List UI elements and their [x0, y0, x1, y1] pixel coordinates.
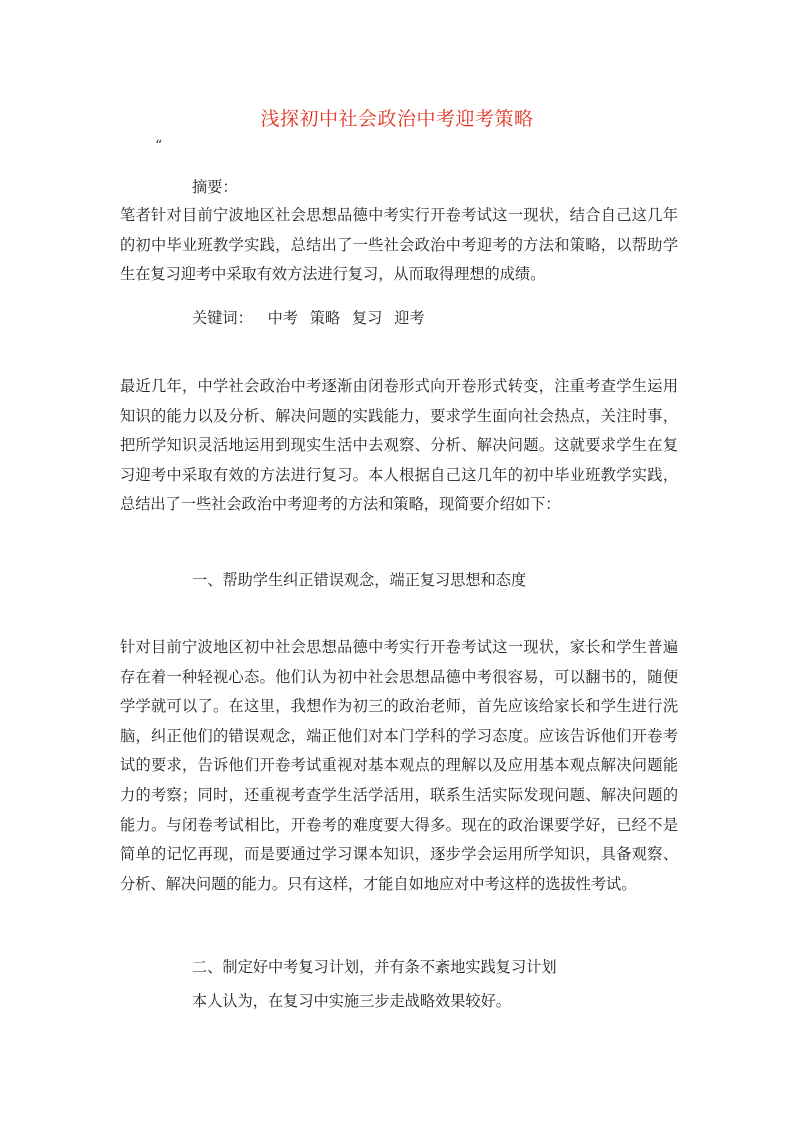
keywords-line — [192, 307, 432, 328]
section-heading-1: 一、帮助学生纠正错误观念，端正复习思想和态度 — [192, 571, 527, 589]
quote-mark: “ — [155, 138, 163, 154]
abstract-label: 摘要： — [192, 178, 238, 196]
keyword: 复习 — [351, 309, 383, 327]
keyword: 中考 — [267, 309, 298, 327]
section2-line: 本人认为，在复习中实施三步走战略效果较好。 — [192, 992, 511, 1010]
abstract-paragraph: 笔者针对目前宁波地区社会思想品德中考实行开卷考试这一现状，结合自己这几年的初中毕业班教学实践，总结出了一些社会政治中考迎考的方法和策略，以帮助学生在复习迎考中采取有效方法进行复习，从而取得理想的成绩。 — [120, 206, 678, 284]
section1-paragraph: 针对目前宁波地区初中社会思想品德中考实行开卷考试这一现状，家长和学生普遍存在着一种轻视心态。他们认为初中社会思想品德中考很容易，可以翻书的，随便学学就可以了。在这里，我想作为初三的政治老师，首先应该给家长和学生进行洗脑，纠正他们的错误观念，端正他们对本门学科的学习态度。应该告诉他们开卷考试的要求，告诉他们开卷考试重视对基本观点的理解以及应用基本观点解决问题能力的考察；同时，还重视考查学生活学活用，联系生活实际发现问题、解决问题的能力。与闭卷考试相比，开卷考的难度要大得多。现在的政治课要学好，已经不是简单的记忆再现，而是要通过学习课本知识，逐步学会运用所学知识，具备观察、分析、解决问题的能力。只有这样，才能自如地应对中考这样的选拔性考试。 — [120, 638, 678, 893]
keyword: 迎考 — [394, 309, 425, 327]
document-title: 浅探初中社会政治中考迎考策略 — [260, 108, 534, 130]
section-heading-2: 二、制定好中考复习计划，并有条不紊地实践复习计划 — [192, 958, 557, 976]
keywords-label: 关键词： — [192, 309, 253, 327]
intro-paragraph: 最近几年，中学社会政治中考逐渐由闭卷形式向开卷形式转变，注重考查学生运用知识的能力以及分析、解决问题的实践能力，要求学生面向社会热点，关注时事，把所学知识灵活地运用到现实生活中去观察、分析、解决问题。这就要求学生在复习迎考中采取有效的方法进行复习。本人根据自己这几年的初中毕业班教学实践，总结出了一些社会政治中考迎考的方法和策略，现简要介绍如下： — [120, 377, 678, 514]
keyword: 策略 — [309, 309, 341, 327]
